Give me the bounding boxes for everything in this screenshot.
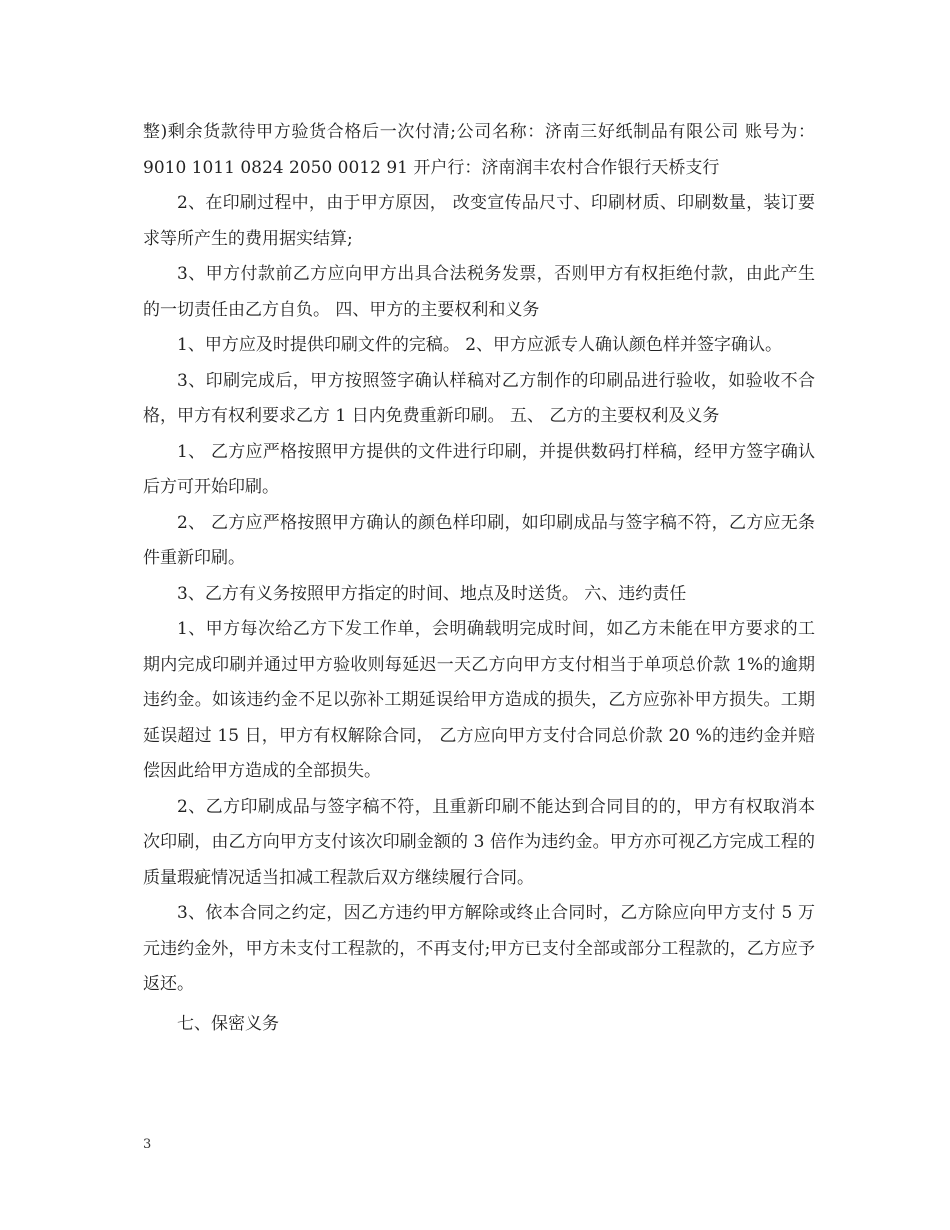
paragraph: 3、甲方付款前乙方应向甲方出具合法税务发票，否则甲方有权拒绝付款，由此产生的一切责任由乙方自负。 四、甲方的主要权利和义务 [143, 264, 815, 320]
paragraph: 1、甲方应及时提供印刷文件的完稿。 2、甲方应派专人确认颜色样并签字确认。 [177, 335, 783, 355]
page-number: 3 [143, 1137, 152, 1152]
paragraph: 3、依本合同之约定，因乙方违约甲方解除或终止合同时，乙方除应向甲方支付 5 万元违约金外，甲方未支付工程款的，不再支付;甲方已支付全部或部分工程款的，乙方应予返还。 [143, 903, 815, 994]
paragraph: 2、在印刷过程中，由于甲方原因， 改变宣传品尺寸、印刷材质、印刷数量，装订要求等所产生的费用据实结算; [143, 193, 815, 249]
section-heading: 七、保密义务 [177, 1013, 279, 1034]
paragraph: 3、乙方有义务按照甲方指定的时间、地点及时送货。 六、违约责任 [177, 583, 687, 604]
document-body [143, 115, 815, 1042]
paragraph: 整)剩余货款待甲方验货合格后一次付清;公司名称：济南三好纸制品有限公司 账号为：9010 1011 0824 2050 0012 91 开户行：济南润丰农村合作银行天桥支行 [143, 122, 815, 178]
paragraph: 3、印刷完成后，甲方按照签字确认样稿对乙方制作的印刷品进行验收，如验收不合格，甲方有权利要求乙方 1 日内免费重新印刷。 五、 乙方的主要权利及义务 [143, 370, 815, 426]
paragraph: 2、乙方印刷成品与签字稿不符，且重新印刷不能达到合同目的的，甲方有权取消本次印刷，由乙方向甲方支付该次印刷金额的 3 倍作为违约金。甲方亦可视乙方完成工程的质量瑕疵情况适当扣减工程款后双方继续履行合同。 [143, 796, 815, 888]
paragraph: 1、 乙方应严格按照甲方提供的文件进行印刷，并提供数码打样稿，经甲方签字确认后方可开始印刷。 [143, 441, 815, 497]
paragraph: 2、 乙方应严格按照甲方确认的颜色样印刷，如印刷成品与签字稿不符，乙方应无条件重新印刷。 [143, 512, 815, 568]
paragraph: 1、甲方每次给乙方下发工作单，会明确载明完成时间，如乙方未能在甲方要求的工期内完成印刷并通过甲方验收则每延迟一天乙方向甲方支付相当于单项总价款 1%的逾期违约金。如该违约金不足以弥补工期延误给甲方造成的损失，乙方应弥补甲方损失。工期延误超过 15 日，甲方有权解除合同， 乙方应向甲方支付合同总价款 20 %的违约金并赔偿因此给甲方造成的全部损失。 [143, 619, 815, 781]
